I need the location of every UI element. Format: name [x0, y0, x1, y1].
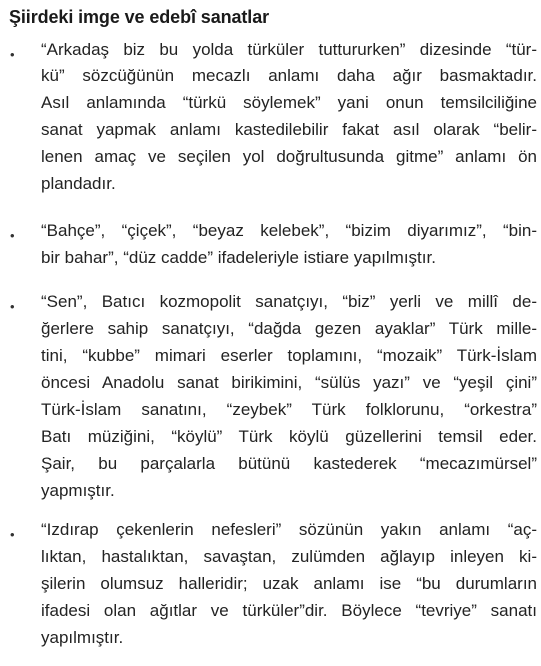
paragraph-line: öncesi Anadolu sanat birikimini, “sülüs yazı” ve “yeşil çini”: [41, 373, 537, 392]
paragraph-line: şilerin olumsuz halleridir; uzak anlamı ise “bu durumların: [41, 574, 537, 593]
paragraph-line: yapmıştır.: [41, 481, 115, 500]
paragraph-line: tini, “kubbe” mimari eserler toplamını, “mozaik” Türk-İslam: [41, 346, 537, 365]
paragraph-line: ifadesi olan ağıtlar ve türküler”dir. Böylece “tevriye” sanatı: [41, 601, 537, 620]
paragraph-line: kü” sözcüğünün mecazlı anlamı daha ağır basmaktadır.: [41, 66, 537, 85]
paragraph-line: ğerlere sahip sanatçıyı, “dağda gezen ayaklar” Türk mille-: [41, 319, 537, 338]
paragraph-line: Batı müziğini, “köylü” Türk köylü güzellerini temsil eder.: [41, 427, 537, 446]
bullet-icon: •: [10, 299, 15, 314]
bullet-icon: •: [10, 228, 15, 243]
paragraph-line: Türk-İslam sanatını, “zeybek” Türk folklorunu, “orkestra”: [41, 400, 537, 419]
paragraph-line: Şair, bu parçalarla bütünü kastederek “mecazımürsel”: [41, 454, 537, 473]
paragraph-line: “Izdırap çekenlerin nefesleri” sözünün yakın anlamı “aç-: [41, 520, 537, 539]
bullet-icon: •: [10, 527, 15, 542]
paragraph-line: sanat yapmak anlamı kastedilebilir fakat asıl olarak “belir-: [41, 120, 537, 139]
paragraph-line: bir bahar”, “düz cadde” ifadeleriyle istiare yapılmıştır.: [41, 248, 436, 267]
paragraph-line: lıktan, hastalıktan, savaştan, zulümden ağlayıp inleyen ki-: [41, 547, 537, 566]
bullet-icon: •: [10, 47, 15, 62]
section-heading: Şiirdeki imge ve edebî sanatlar: [9, 7, 270, 27]
paragraph-line: “Arkadaş biz bu yolda türküler tuttururken” dizesinde “tür-: [41, 40, 537, 59]
paragraph-line: lenen amaç ve seçilen yol doğrultusunda gitme” anlamı ön: [41, 147, 537, 166]
paragraph-line: plandadır.: [41, 174, 116, 193]
paragraph-line: “Bahçe”, “çiçek”, “beyaz kelebek”, “bizim diyarımız”, “bin-: [41, 221, 537, 240]
paragraph-line: “Sen”, Batıcı kozmopolit sanatçıyı, “biz” yerli ve millî de-: [41, 292, 537, 311]
paragraph-line: yapılmıştır.: [41, 628, 124, 647]
paragraph-line: Asıl anlamında “türkü söylemek” yani onun temsilciliğine: [41, 93, 537, 112]
